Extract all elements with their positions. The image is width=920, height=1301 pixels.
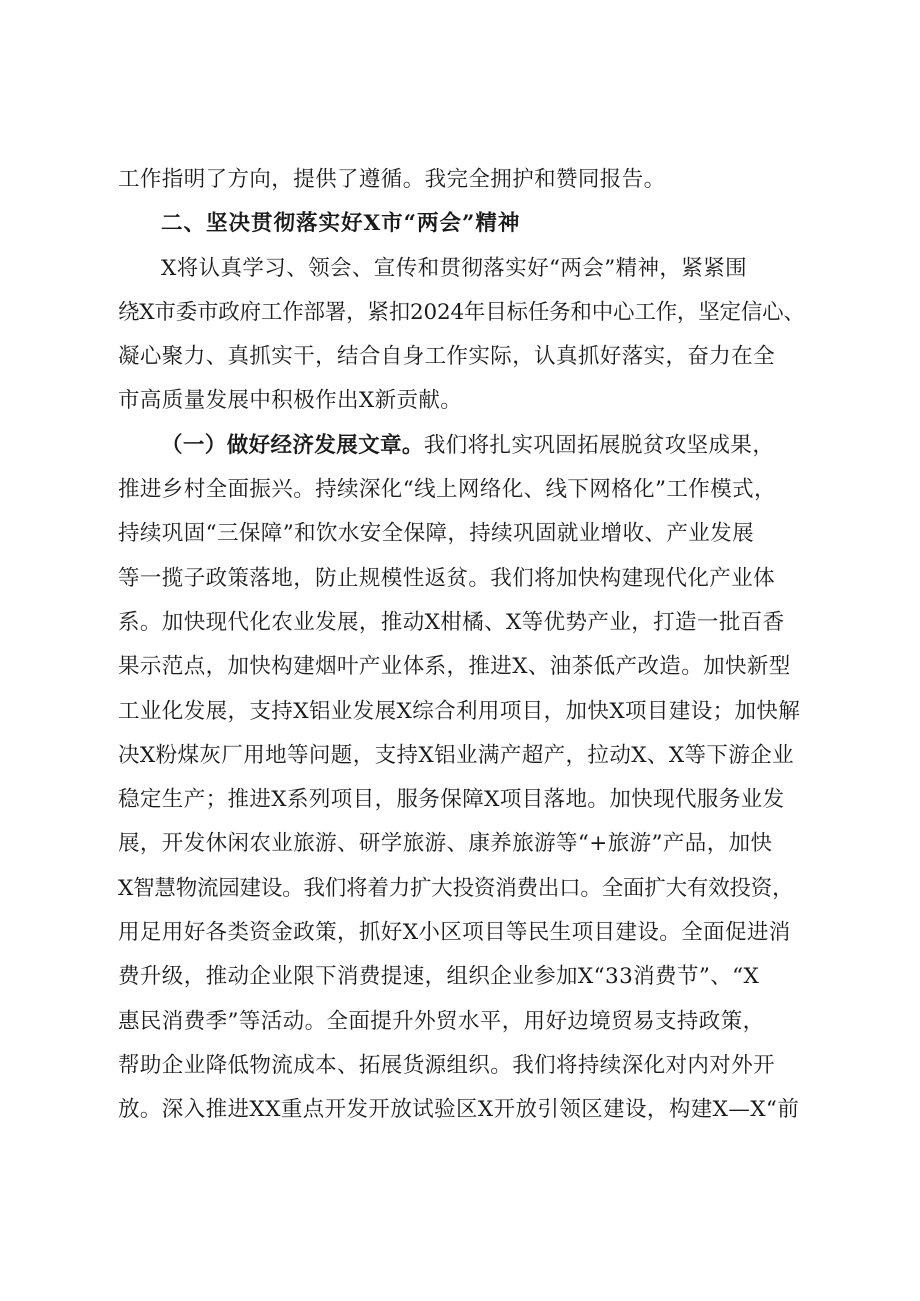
section-heading: 二、坚决贯彻落实好X市“两会”精神 bbox=[161, 211, 521, 237]
paragraph-line: 决X粉煤灰厂用地等问题，支持X铝业满产超产，拉动X、X等下游企业 bbox=[118, 742, 795, 768]
paragraph-line bbox=[118, 424, 830, 468]
document-body bbox=[118, 158, 830, 1133]
paragraph-line: 帮助企业降低物流成本、拓展货源组织。我们将持续深化对内对外开 bbox=[118, 1052, 776, 1078]
subsection-heading: （一）做好经济发展文章。 bbox=[161, 432, 424, 458]
paragraph-line: 展，开发休闲农业旅游、研学旅游、康养旅游等“+旅游”产品，加快 bbox=[118, 831, 773, 857]
intro-paragraph bbox=[118, 247, 830, 424]
continuation-line: 工作指明了方向，提供了遵循。我完全拥护和赞同报告。 bbox=[118, 167, 666, 192]
paragraph-line: 凝心聚力、真抓实干，结合自身工作实际，认真抓好落实，奋力在全 bbox=[118, 344, 776, 370]
paragraph-line: 稳定生产；推进X系列项目，服务保障X项目落地。加快现代服务业发 bbox=[118, 787, 785, 813]
paragraph-line: 推进乡村全面振兴。持续深化“线上网络化、线下网格化”工作模式， bbox=[118, 477, 776, 503]
paragraph-line: X智慧物流园建设。我们将着力扩大投资消费出口。全面扩大有效投资， bbox=[118, 875, 794, 901]
paragraph-line: 果示范点，加快构建烟叶产业体系，推进X、油茶低产改造。加快新型 bbox=[118, 654, 791, 680]
paragraph-line: 持续巩固“三保障”和饮水安全保障，持续巩固就业增收、产业发展 bbox=[118, 521, 754, 547]
paragraph-line: 放。深入推进XX重点开发开放试验区X开放引领区建设，构建X—X“前 bbox=[118, 1097, 800, 1123]
paragraph-line: 绕X市委市政府工作部署，紧扣2024年目标任务和中心工作，坚定信心、 bbox=[118, 299, 805, 325]
paragraph-line: 费升级，推动企业限下消费提速，组织企业参加X“33消费节”、“X bbox=[118, 964, 760, 990]
subsection-paragraph bbox=[118, 424, 830, 1133]
paragraph-line: 用足用好各类资金政策，抓好X小区项目等民生项目建设。全面促进消 bbox=[118, 920, 791, 946]
paragraph-line: 系。加快现代化农业发展，推动X柑橘、X等优势产业，打造一批百香 bbox=[118, 609, 785, 635]
paragraph-line: 工业化发展，支持X铝业发展X综合利用项目，加快X项目建设；加快解 bbox=[118, 698, 801, 724]
paragraph-line: X将认真学习、领会、宣传和贯彻落实好“两会”精神，紧紧围 bbox=[161, 255, 747, 281]
paragraph-line: 惠民消费季”等活动。全面提升外贸水平，用好边境贸易支持政策， bbox=[118, 1008, 765, 1034]
paragraph-line: 市高质量发展中积极作出X新贡献。 bbox=[118, 388, 463, 414]
paragraph-line: 等一揽子政策落地，防止规模性返贫。我们将加快构建现代化产业体 bbox=[118, 565, 776, 591]
paragraph-text: 我们将扎实巩固拓展脱贫攻坚成果， bbox=[423, 432, 775, 458]
